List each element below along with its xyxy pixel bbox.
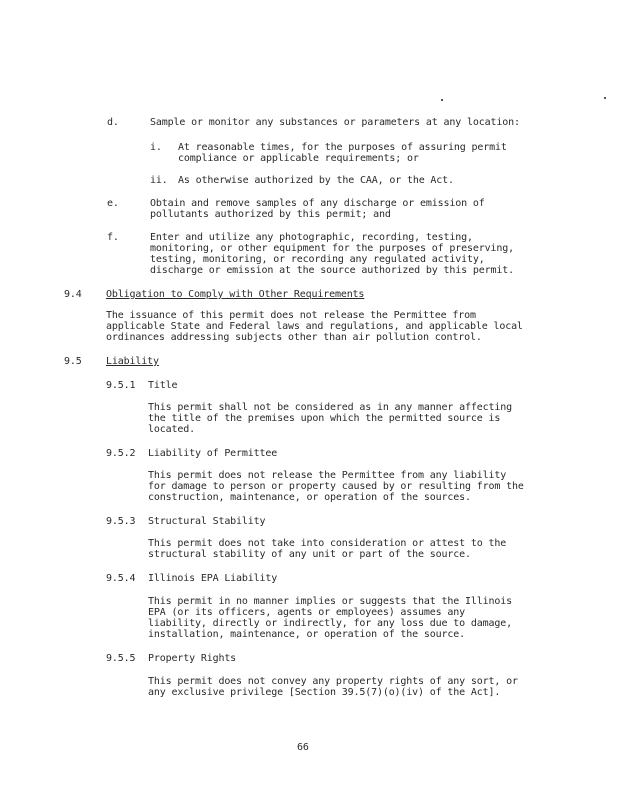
- sub-9-5-4-title: Illinois EPA Liability: [148, 573, 278, 584]
- item-f-line: discharge or emission at the source authorized by this permit.: [150, 265, 514, 276]
- item-f-line: Enter and utilize any photographic, recording, testing,: [150, 232, 473, 243]
- section-9-4-heading: Obligation to Comply with Other Requirements: [106, 289, 365, 300]
- sub-9-5-2-title: Liability of Permittee: [148, 448, 278, 459]
- sub-9-5-1-line: the title of the premises upon which the permitted source is: [148, 413, 501, 424]
- item-f-marker: f.: [107, 232, 119, 243]
- sub-9-5-4-line: EPA (or its officers, agents or employees) assumes any: [148, 607, 466, 618]
- item-d-ii-text: As otherwise authorized by the CAA, or the Act.: [178, 175, 454, 186]
- item-d-i-marker: i.: [150, 142, 162, 153]
- sub-9-5-3-line: This permit does not take into consideration or attest to the: [148, 538, 507, 549]
- sub-9-5-4-line: installation, maintenance, or operation of the source.: [148, 629, 466, 640]
- sub-9-5-5-title: Property Rights: [148, 653, 237, 664]
- section-9-5-number: 9.5: [64, 356, 82, 367]
- sub-9-5-4-line: This permit in no manner implies or suggests that the Illinois: [148, 596, 512, 607]
- sub-9-5-4-number: 9.5.4: [106, 573, 136, 584]
- sub-9-5-2-line: This permit does not release the Permittee from any liability: [148, 470, 507, 481]
- scan-speck: [441, 99, 443, 101]
- section-9-4-number: 9.4: [64, 289, 82, 300]
- sub-9-5-1-number: 9.5.1: [106, 380, 136, 391]
- sub-9-5-5-number: 9.5.5: [106, 653, 136, 664]
- item-d-marker: d.: [107, 117, 119, 128]
- sub-9-5-3-title: Structural Stability: [148, 516, 266, 527]
- item-d-i-line: At reasonable times, for the purposes of assuring permit: [178, 142, 507, 153]
- item-e-line: Obtain and remove samples of any discharge or emission of: [150, 198, 485, 209]
- sub-9-5-4-line: liability, directly or indirectly, for any loss due to damage,: [148, 618, 512, 629]
- section-9-4-line: applicable State and Federal laws and regulations, and applicable local: [106, 321, 523, 332]
- sub-9-5-2-number: 9.5.2: [106, 448, 136, 459]
- sub-9-5-1-title: Title: [148, 380, 178, 391]
- item-f-line: monitoring, or other equipment for the purposes of preserving,: [150, 243, 514, 254]
- sub-9-5-1-line: located.: [148, 424, 195, 435]
- sub-9-5-2-line: construction, maintenance, or operation of the sources.: [148, 492, 471, 503]
- item-f-line: testing, monitoring, or recording any regulated activity,: [150, 254, 485, 265]
- item-e-line: pollutants authorized by this permit; and: [150, 209, 391, 220]
- section-9-4-line: ordinances addressing subjects other than air pollution control.: [106, 332, 482, 343]
- sub-9-5-5-line: This permit does not convey any property rights of any sort, or: [148, 676, 518, 687]
- page-number: 66: [297, 742, 309, 753]
- sub-9-5-2-line: for damage to person or property caused by or resulting from the: [148, 481, 524, 492]
- item-d-text: Sample or monitor any substances or parameters at any location:: [150, 117, 520, 128]
- sub-9-5-1-line: This permit shall not be considered as in any manner affecting: [148, 402, 512, 413]
- item-e-marker: e.: [107, 198, 119, 209]
- section-9-5-heading: Liability: [106, 356, 159, 367]
- sub-9-5-3-line: structural stability of any unit or part of the source.: [148, 549, 471, 560]
- item-d-ii-marker: ii.: [150, 175, 168, 186]
- item-d-i-line: compliance or applicable requirements; or: [178, 153, 419, 164]
- sub-9-5-5-line: any exclusive privilege [Section 39.5(7)(o)(iv) of the Act].: [148, 687, 501, 698]
- scan-speck: [604, 97, 606, 99]
- sub-9-5-3-number: 9.5.3: [106, 516, 136, 527]
- section-9-4-line: The issuance of this permit does not release the Permittee from: [106, 310, 476, 321]
